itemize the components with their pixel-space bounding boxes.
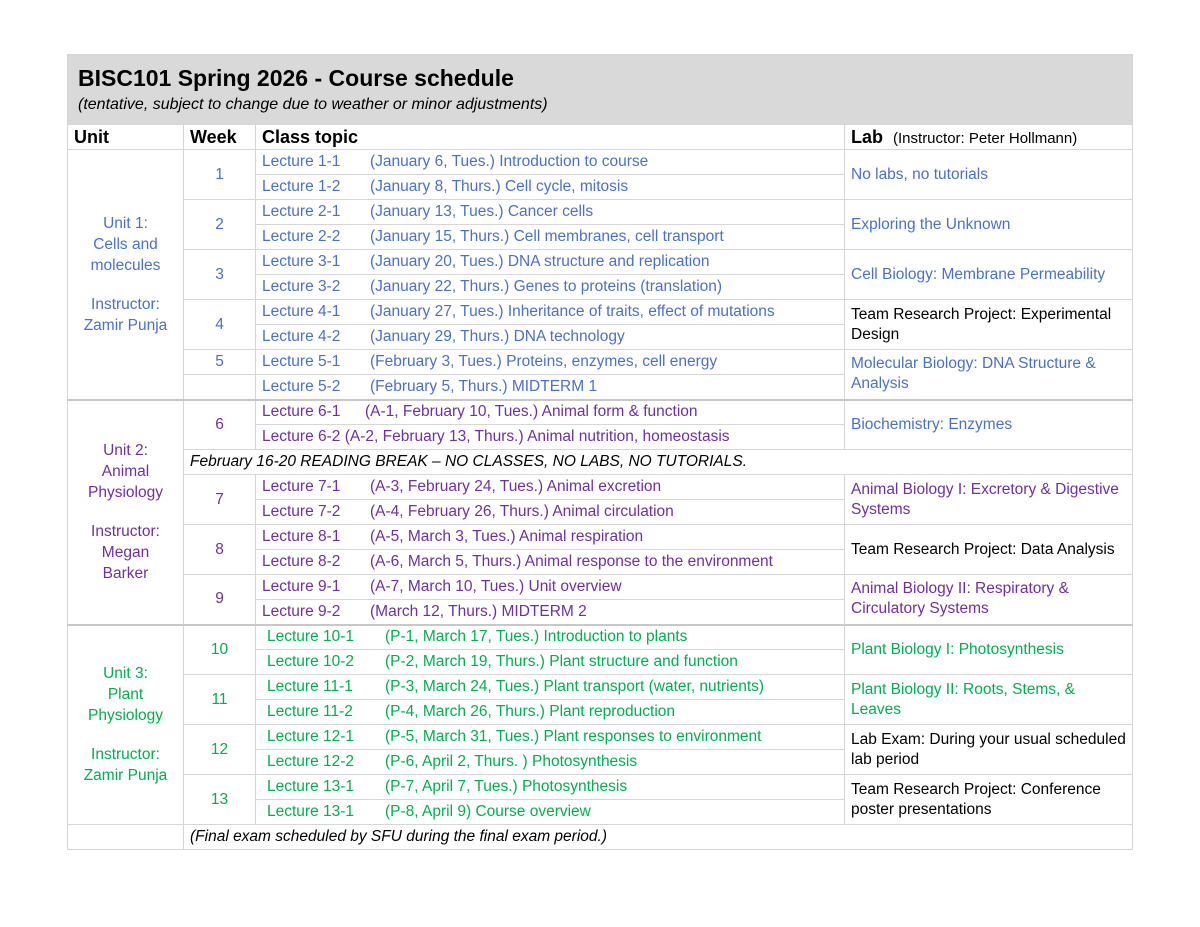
table-row <box>68 400 1133 425</box>
lecture-topic: (January 29, Thurs.) DNA technology <box>370 328 625 346</box>
lecture-topic: (January 8, Thurs.) Cell cycle, mitosis <box>370 178 629 196</box>
table-row <box>68 725 1133 750</box>
column-header-row <box>68 125 1133 150</box>
table-row <box>68 350 1133 375</box>
lecture-number: Lecture 1-1 <box>262 153 341 171</box>
unit-cell <box>68 625 184 825</box>
lecture-topic: (January 27, Tues.) Inheritance of traits, effect of mutations <box>370 303 775 321</box>
lecture-topic: (January 15, Thurs.) Cell membranes, cell transport <box>370 228 724 246</box>
lecture-topic: (January 20, Tues.) DNA structure and replication <box>370 253 710 271</box>
lecture-cell <box>256 775 845 800</box>
lecture-number: Lecture 10-1 <box>267 628 355 646</box>
lecture-cell <box>256 325 845 350</box>
lab-cell: Exploring the Unknown <box>845 200 1133 250</box>
week-cell: 3 <box>184 250 256 300</box>
week-cell: 9 <box>184 575 256 625</box>
lecture-cell <box>256 600 845 625</box>
table-row <box>68 675 1133 700</box>
lecture-number: Lecture 2-2 <box>262 228 341 246</box>
lecture-cell <box>256 475 845 500</box>
unit-cell <box>68 400 184 625</box>
table-row <box>68 150 1133 175</box>
lab-cell: Plant Biology II: Roots, Stems, & Leaves <box>845 675 1133 725</box>
lecture-cell <box>256 275 845 300</box>
lab-cell: Molecular Biology: DNA Structure & Analysis <box>845 350 1133 400</box>
final-exam-note: (Final exam scheduled by SFU during the final exam period.) <box>184 825 1133 850</box>
table-row <box>68 575 1133 600</box>
lecture-cell <box>256 175 845 200</box>
lecture-topic: (A-3, February 24, Tues.) Animal excretion <box>370 478 662 496</box>
lecture-topic: (P-7, April 7, Tues.) Photosynthesis <box>385 778 628 796</box>
lecture-number: Lecture 5-1 <box>262 353 341 371</box>
lecture-number: Lecture 3-2 <box>262 278 341 296</box>
lecture-cell <box>256 525 845 550</box>
lecture-number: Lecture 5-2 <box>262 377 341 395</box>
lecture-number: Lecture 6-2 <box>262 428 341 446</box>
lecture-topic: (P-4, March 26, Thurs.) Plant reproduction <box>385 703 676 721</box>
lecture-number: Lecture 11-1 <box>267 678 353 696</box>
lecture-topic: (January 6, Tues.) Introduction to course <box>370 153 649 171</box>
lecture-topic: (February 5, Thurs.) MIDTERM 1 <box>370 377 598 395</box>
lab-cell: Animal Biology I: Excretory & Digestive Systems <box>845 475 1133 525</box>
lecture-cell <box>256 400 845 425</box>
lecture-cell <box>256 200 845 225</box>
col-header-week: Week <box>184 125 256 150</box>
lecture-topic: (A-1, February 10, Tues.) Animal form & function <box>365 403 698 421</box>
lecture-number: Lecture 6-1 <box>262 403 341 421</box>
lecture-cell <box>256 750 845 775</box>
lecture-number: Lecture 7-1 <box>262 478 341 496</box>
table-row <box>68 250 1133 275</box>
table-row <box>68 475 1133 500</box>
page-subtitle: (tentative, subject to change due to weather or minor adjustments) <box>78 95 548 113</box>
week-cell: 4 <box>184 300 256 350</box>
lecture-cell <box>256 250 845 275</box>
lecture-cell <box>256 425 845 450</box>
lecture-cell <box>256 625 845 650</box>
lab-cell: Lab Exam: During your usual scheduled lab period <box>845 725 1133 775</box>
lecture-number: Lecture 9-1 <box>262 578 341 596</box>
col-header-unit: Unit <box>68 125 184 150</box>
week-cell: 11 <box>184 675 256 725</box>
lecture-number: Lecture 9-2 <box>262 602 341 620</box>
empty-unit-cell <box>68 825 184 850</box>
lab-cell: Plant Biology I: Photosynthesis <box>845 625 1133 675</box>
lecture-number: Lecture 12-1 <box>267 728 355 746</box>
week-cell: 12 <box>184 725 256 775</box>
lecture-number: Lecture 13-1 <box>267 778 355 796</box>
lecture-topic: (March 12, Thurs.) MIDTERM 2 <box>370 602 587 620</box>
lecture-topic: (January 22, Thurs.) Genes to proteins (translation) <box>370 278 723 296</box>
lecture-number: Lecture 8-2 <box>262 553 341 571</box>
lecture-cell <box>256 650 845 675</box>
col-header-topic: Class topic <box>256 125 845 150</box>
lab-cell: No labs, no tutorials <box>845 150 1133 200</box>
lecture-topic: (P-8, April 9) Course overview <box>385 803 591 821</box>
lecture-cell <box>256 150 845 175</box>
lab-cell: Biochemistry: Enzymes <box>845 400 1133 450</box>
unit-name: Unit 2: Animal Physiology <box>88 442 163 501</box>
lecture-cell <box>256 350 845 375</box>
table-row <box>68 625 1133 650</box>
lecture-number: Lecture 8-1 <box>262 528 341 546</box>
lecture-number: Lecture 13-1 <box>267 803 355 821</box>
lecture-number: Lecture 1-2 <box>262 178 341 196</box>
schedule-header <box>68 55 1133 125</box>
lecture-topic: (P-2, March 19, Thurs.) Plant structure and function <box>385 653 738 671</box>
course-schedule-table <box>67 54 1133 850</box>
unit-instructor: Instructor: Zamir Punja <box>83 746 168 785</box>
lab-cell: Team Research Project: Conference poster presentations <box>845 775 1133 825</box>
reading-break-note: February 16-20 READING BREAK – NO CLASSES, NO LABS, NO TUTORIALS. <box>184 450 1133 475</box>
unit-cell <box>68 150 184 400</box>
table-row <box>68 775 1133 800</box>
lab-cell: Animal Biology II: Respiratory & Circulatory Systems <box>845 575 1133 625</box>
lecture-number: Lecture 4-2 <box>262 328 341 346</box>
lecture-topic: (January 13, Tues.) Cancer cells <box>370 203 594 221</box>
lab-instructor-label: (Instructor: Peter Hollmann) <box>893 129 1078 147</box>
unit-name: Unit 3: Plant Physiology <box>88 665 163 725</box>
unit-instructor: Instructor: Zamir Punja <box>83 295 168 334</box>
lecture-cell <box>256 675 845 700</box>
week-cell: 2 <box>184 200 256 250</box>
col-header-lab <box>845 125 1133 150</box>
lab-cell: Cell Biology: Membrane Permeability <box>845 250 1133 300</box>
page-title: BISC101 Spring 2026 - Course schedule <box>78 64 514 91</box>
lecture-number: Lecture 12-2 <box>267 753 355 771</box>
lab-header-label: Lab <box>851 126 884 147</box>
table-row <box>68 200 1133 225</box>
lecture-cell <box>256 375 845 400</box>
week-cell: 10 <box>184 625 256 675</box>
lecture-topic: (P-5, March 31, Tues.) Plant responses to environment <box>385 728 762 746</box>
lecture-topic: (A-7, March 10, Tues.) Unit overview <box>370 578 622 596</box>
week-cell: 1 <box>184 150 256 200</box>
lecture-topic: (A-6, March 5, Thurs.) Animal response to the environment <box>370 553 773 571</box>
lecture-cell <box>256 800 845 825</box>
week-cell-empty <box>184 375 256 400</box>
week-cell: 5 <box>184 350 256 375</box>
lecture-cell <box>256 550 845 575</box>
schedule-header-row <box>68 55 1133 125</box>
lecture-topic: (A-5, March 3, Tues.) Animal respiration <box>370 528 644 546</box>
unit-instructor: Instructor: Megan Barker <box>91 523 160 582</box>
lecture-cell <box>256 225 845 250</box>
lecture-cell <box>256 300 845 325</box>
unit-name: Unit 1: Cells and molecules <box>90 214 161 274</box>
lecture-number: Lecture 11-2 <box>267 703 353 721</box>
lecture-number: Lecture 3-1 <box>262 253 341 271</box>
lecture-number: Lecture 4-1 <box>262 303 341 321</box>
lecture-topic: (P-3, March 24, Tues.) Plant transport (water, nutrients) <box>385 678 765 696</box>
lab-cell: Team Research Project: Data Analysis <box>845 525 1133 575</box>
reading-break-row <box>68 450 1133 475</box>
lecture-topic: (P-6, April 2, Thurs. ) Photosynthesis <box>385 753 638 771</box>
table-row <box>68 525 1133 550</box>
table-row <box>68 300 1133 325</box>
lecture-number: Lecture 7-2 <box>262 503 341 521</box>
week-cell: 6 <box>184 400 256 450</box>
week-cell: 7 <box>184 475 256 525</box>
lecture-number: Lecture 10-2 <box>267 653 355 671</box>
lecture-number: Lecture 2-1 <box>262 203 341 221</box>
week-cell: 13 <box>184 775 256 825</box>
lecture-topic: (A-2, February 13, Thurs.) Animal nutrition, homeostasis <box>344 428 730 446</box>
week-cell: 8 <box>184 525 256 575</box>
lecture-topic: (February 3, Tues.) Proteins, enzymes, cell energy <box>370 353 718 371</box>
final-exam-row <box>68 825 1133 850</box>
lecture-cell <box>256 700 845 725</box>
lecture-topic: (P-1, March 17, Tues.) Introduction to plants <box>385 628 688 646</box>
lab-cell: Team Research Project: Experimental Design <box>845 300 1133 350</box>
lecture-cell <box>256 725 845 750</box>
lecture-cell <box>256 500 845 525</box>
lecture-topic: (A-4, February 26, Thurs.) Animal circulation <box>370 503 674 521</box>
lecture-cell <box>256 575 845 600</box>
